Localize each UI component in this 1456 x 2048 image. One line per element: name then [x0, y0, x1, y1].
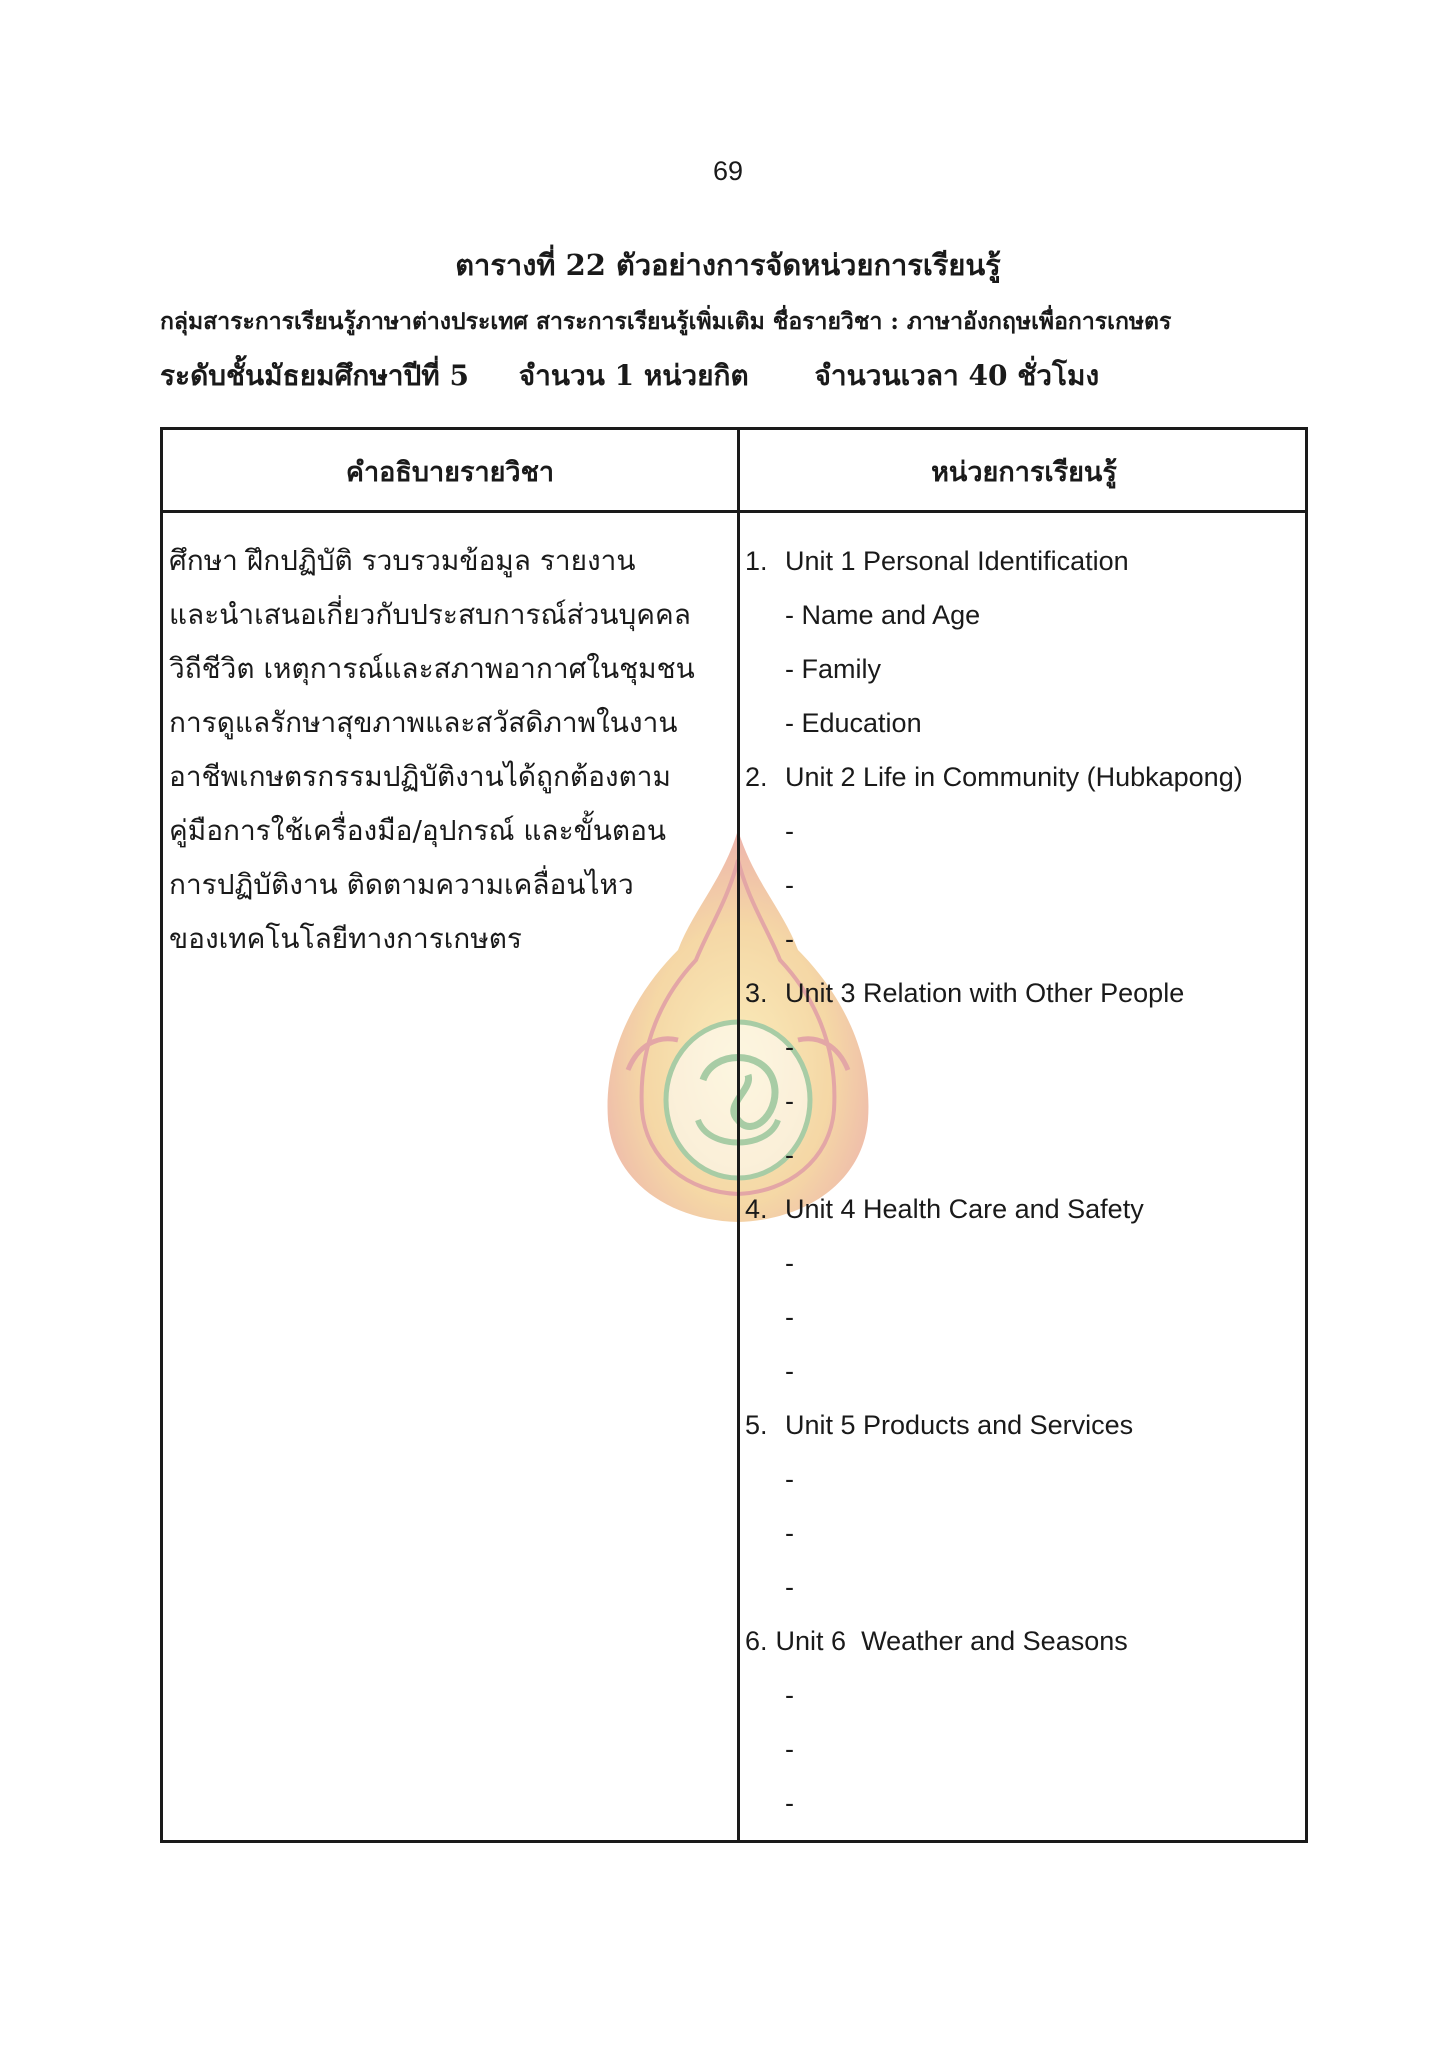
unit-item — [745, 966, 1305, 1020]
description-line: คู่มือการใช้เครื่องมือ/อุปกรณ์ และขั้นตอน — [169, 814, 667, 847]
description-line: การปฏิบัติงาน ติดตามความเคลื่อนไหว — [169, 868, 634, 901]
unit-number: 2. — [745, 762, 768, 792]
unit-number: 4. — [745, 1194, 768, 1224]
unit-topic: - — [785, 1572, 794, 1602]
unit-topic: - — [785, 1302, 794, 1332]
unit-item — [745, 1398, 1305, 1452]
unit-topic: - Name and Age — [785, 600, 981, 630]
unit-topic: - — [785, 1464, 794, 1494]
unit-title: Unit 5 Products and Services — [785, 1410, 1134, 1440]
unit-topic: - — [785, 1518, 794, 1548]
unit-topic: - — [785, 1248, 794, 1278]
description-line: และนำเสนอเกี่ยวกับประสบการณ์ส่วนบุคคล — [169, 598, 691, 631]
unit-topic: - — [785, 1032, 794, 1062]
subject-line: กลุ่มสาระการเรียนรู้ภาษาต่างประเทศ สาระการเรียนรู้เพิ่มเติม ชื่อรายวิชา : ภาษาอังกฤษเพื่อการเกษตร — [160, 308, 1172, 335]
units-header: หน่วยการเรียนรู้ — [931, 457, 1117, 488]
unit-topic: - — [785, 1734, 794, 1764]
unit-item — [745, 1614, 1305, 1668]
table-title: ตารางที่ 22 ตัวอย่างการจัดหน่วยการเรียนรู้ — [455, 248, 1001, 282]
unit-item — [745, 750, 1305, 804]
unit-item — [745, 534, 1305, 588]
unit-topic: - — [785, 1140, 794, 1170]
unit-topic: - — [785, 924, 794, 954]
unit-topic: - — [785, 1086, 794, 1116]
unit-title: Unit 3 Relation with Other People — [785, 978, 1185, 1008]
unit-topic: - Family — [785, 654, 881, 684]
level-line — [160, 354, 1099, 398]
unit-number: 1. — [745, 546, 768, 576]
column-divider — [737, 430, 740, 1840]
page-number: 69 — [712, 156, 744, 186]
grade-level: ระดับชั้นมัธยมศึกษาปีที่ 5 — [160, 359, 469, 392]
unit-topic: - — [785, 870, 794, 900]
description-line: ศึกษา ฝึกปฏิบัติ รวบรวมข้อมูล รายงาน — [169, 544, 636, 577]
unit-topic: - Education — [785, 708, 922, 738]
unit-number: 3. — [745, 978, 768, 1008]
unit-title: Unit 1 Personal Identification — [785, 546, 1129, 576]
header-divider — [163, 510, 1305, 513]
unit-topic: - — [785, 1680, 794, 1710]
description-line: การดูแลรักษาสุขภาพและสวัสดิภาพในงาน — [169, 706, 678, 739]
description-line: อาชีพเกษตรกรรมปฏิบัติงานได้ถูกต้องตาม — [169, 760, 671, 793]
unit-number: 5. — [745, 1410, 768, 1440]
learning-units-table — [160, 427, 1308, 1843]
unit-topic: - — [785, 1788, 794, 1818]
unit-topic: - — [785, 1356, 794, 1386]
unit-number: 6. — [745, 1626, 768, 1656]
credit-count: จำนวน 1 หน่วยกิต — [518, 359, 749, 392]
unit-title: Unit 4 Health Care and Safety — [785, 1194, 1144, 1224]
units-list — [745, 534, 1305, 1830]
unit-title: Unit 6 Weather and Seasons — [775, 1626, 1128, 1656]
description-line: วิถีชีวิต เหตุการณ์และสภาพอากาศในชุมชน — [169, 652, 695, 685]
description-line: ของเทคโนโลยีทางการเกษตร — [169, 922, 522, 955]
course-description — [169, 534, 729, 966]
unit-topic: - — [785, 816, 794, 846]
study-hours: จำนวนเวลา 40 ชั่วโมง — [814, 359, 1100, 392]
description-header: คำอธิบายรายวิชา — [345, 457, 555, 488]
unit-item — [745, 1182, 1305, 1236]
unit-title: Unit 2 Life in Community (Hubkapong) — [785, 762, 1243, 792]
